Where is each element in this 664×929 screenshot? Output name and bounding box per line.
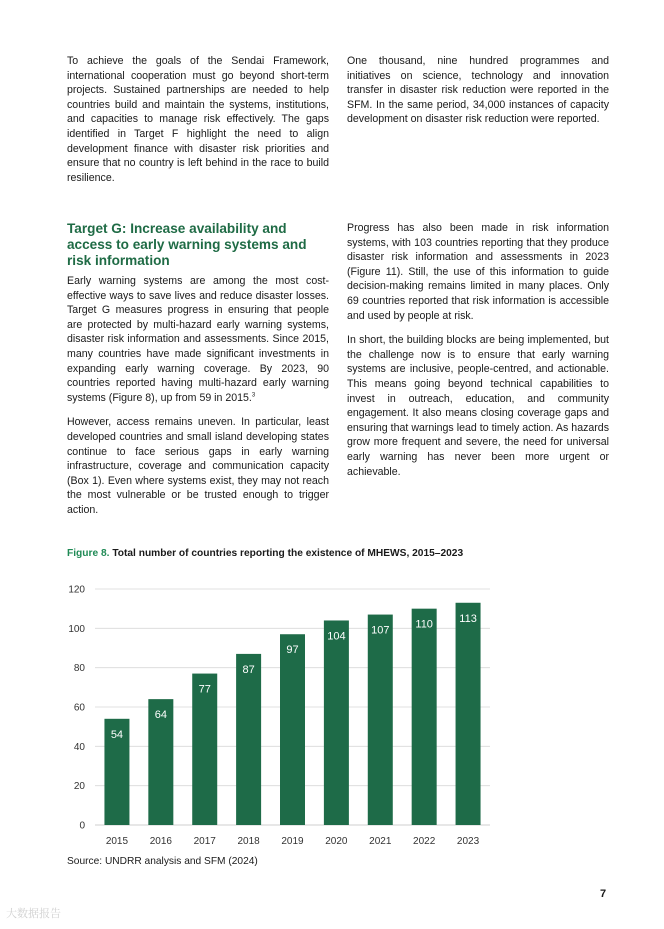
figure-label: Figure 8. [67, 548, 110, 559]
figure-caption [67, 548, 463, 559]
target-g-heading: Target G: Increase availability and access to early warning systems and risk information [67, 221, 307, 268]
intro-left-column [67, 54, 329, 195]
x-tick-label: 2016 [149, 836, 172, 847]
x-tick-label: 2021 [369, 836, 392, 847]
bar-2023 [456, 603, 481, 825]
mhews-bar-chart [60, 578, 500, 850]
building-blocks-paragraph: In short, the building blocks are being implemented, but the challenge now is to ensure that early warning systems are inclusive, people-centred, and actionable. This means going beyond technical capabilities to invest in outreach, education, and community engagement. It also means closing coverage gaps and ensuring that warnings lead to timely action. As hazards grow more frequent and severe, the need for universal early warning has never been more urgent or achievable. [347, 334, 609, 478]
y-tick-label: 20 [73, 781, 85, 793]
data-label: 110 [415, 618, 433, 631]
data-label: 104 [327, 630, 346, 643]
data-label: 87 [242, 663, 255, 676]
bar-2017 [192, 674, 217, 825]
y-tick-label: 0 [79, 820, 85, 832]
x-tick-label: 2015 [105, 836, 129, 847]
target-g-paragraph-1-text: Early warning systems are among the most cost-effective ways to save lives and reduce disaster losses. Target G measures progress in ensuring that people are protected by multi-hazard early warning systems, disaster risk information and assessments. Since 2015, many countries have made significant investments in expanding early warning coverage. By 2023, 90 countries reported having multi-hazard early warning systems (Figure 8), up from 59 in 2015. [67, 275, 329, 404]
y-tick-label: 80 [73, 663, 85, 675]
x-tick-label: 2023 [456, 836, 480, 847]
data-label: 64 [154, 709, 167, 722]
footnote-marker: 3 [251, 392, 256, 399]
data-label: 77 [198, 683, 211, 696]
bar-2019 [280, 634, 305, 825]
x-tick-label: 2019 [281, 836, 304, 847]
data-label: 107 [371, 624, 390, 637]
data-label: 54 [110, 728, 124, 741]
intro-right-paragraph: One thousand, nine hundred programmes and initiatives on science, technology and innovation transfer in disaster risk reduction were reported in the SFM. In the same period, 34,000 instances of capacity development on disaster risk reduction were reported. [347, 55, 609, 126]
target-g-left-column [67, 221, 329, 528]
y-tick-label: 120 [68, 584, 85, 596]
bar-2021 [368, 615, 393, 825]
y-tick-label: 40 [73, 741, 85, 753]
target-g-paragraph-2: However, access remains uneven. In particular, least developed countries and small island developing states continue to face serious gaps in early warning infrastructure, coverage and communication capacity (Box 1). Even where systems exist, they may not reach the most vulnerable or be trusted enough to trigger action. [67, 416, 329, 516]
figure-source: Source: UNDRR analysis and SFM (2024) [67, 856, 258, 867]
target-g-right-column [347, 221, 609, 489]
target-g-paragraph-1 [67, 274, 329, 405]
data-label: 113 [459, 612, 477, 625]
data-label: 97 [286, 644, 299, 657]
intro-right-column [347, 54, 609, 137]
intro-left-paragraph: To achieve the goals of the Sendai Framework, international cooperation must go beyond short-term projects. Sustained partnerships are needed to help countries build and maintain the systems, institutions, and capacities to manage risk effectively. The gaps identified in Target F highlight the need to align development finance with disaster risk priorities and ensure that no country is left behind in the race to build resilience. [67, 55, 329, 184]
page-number: 7 [600, 888, 607, 900]
risk-info-paragraph: Progress has also been made in risk information systems, with 103 countries reporting that they produce disaster risk information and assessments in 2023 (Figure 11). Still, the use of this information to guide decision-making remains limited in many places. Only 69 countries reported that risk information is accessible and used by people at risk. [347, 222, 609, 322]
watermark: 大数据报告 [6, 908, 61, 920]
figure-title: Total number of countries reporting the existence of MHEWS, 2015–2023 [112, 548, 464, 559]
bar-2022 [412, 609, 437, 825]
x-tick-label: 2018 [237, 836, 260, 847]
x-tick-label: 2020 [325, 836, 348, 847]
bar-2020 [324, 620, 349, 825]
y-tick-label: 100 [68, 623, 85, 635]
x-tick-label: 2022 [413, 836, 436, 847]
x-tick-label: 2017 [193, 836, 216, 847]
bar-2018 [236, 654, 261, 825]
y-tick-label: 60 [73, 702, 85, 714]
